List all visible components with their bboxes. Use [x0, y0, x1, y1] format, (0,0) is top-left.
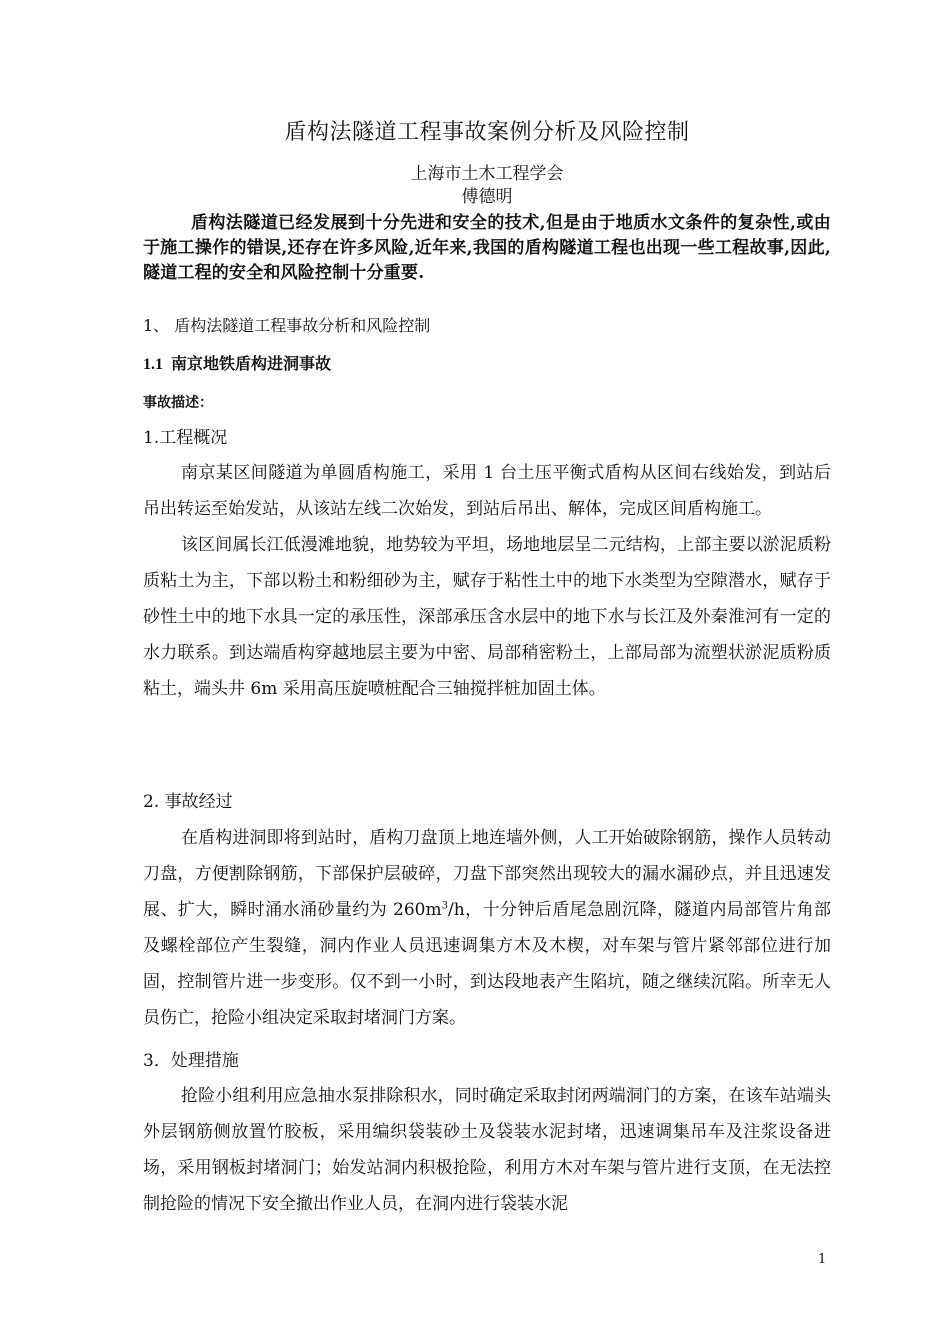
body-block-3 — [143, 1078, 831, 1222]
superscript-3: 3 — [441, 900, 448, 912]
section-title: 南京地铁盾构进洞事故 — [171, 354, 332, 373]
organization-name: 上海市土木工程学会 — [410, 164, 564, 184]
page-number: 1 — [818, 1252, 827, 1267]
section-heading-1-1 — [143, 351, 331, 378]
body-block-2 — [143, 820, 831, 1036]
body-block-1 — [143, 455, 831, 707]
paragraph-measures: 抢险小组利用应急抽水泵排除积水，同时确定采取封闭两端洞门的方案，在该车站端头外层钢筋侧放置竹胶板，采用编织袋装砂土及袋装水泥封堵，迅速调集吊车及注浆设备进场，采用钢板封堵洞门；始发站洞内积极抢险，利用方木对车架与管片进行支顶，在无法控制抢险的情况下安全撤出作业人员，在洞内进行袋装水泥 — [143, 1086, 831, 1214]
author-name: 傅德明 — [461, 187, 513, 207]
subheading-project-overview: 1.工程概况 — [143, 428, 228, 448]
paragraph-text-part-2: /h，十分钟后盾尾急剧沉降，隧道内局部管片角部及螺栓部位产生裂缝，洞内作业人员迅速调集方木及木楔，对车架与管片紧邻部位进行加固，控制管片进一步变形。仅不到一小时，到达段地表产生陷坑，随之继续沉陷。所幸无人员伤亡，抢险小组决定采取封堵洞门方案。 — [143, 900, 831, 1028]
page-title: 盾构法隧道工程事故案例分析及风险控制 — [284, 120, 690, 145]
section-heading-1: 1、 盾构法隧道工程事故分析和风险控制 — [143, 316, 431, 335]
subheading-measures: 3．处理措施 — [143, 1051, 239, 1071]
subheading-accident-process: 2. 事故经过 — [143, 792, 233, 812]
paragraph-text-part-1: 在盾构进洞即将到站时，盾构刀盘顶上地连墙外侧，人工开始破除钢筋，操作人员转动刀盘，方便割除钢筋，下部保护层破碎，刀盘下部突然出现较大的漏水漏砂点，并且迅速发展、扩大，瞬时涌水涌砂量约为 260m — [143, 828, 831, 920]
accident-description-label: 事故描述： — [143, 395, 213, 411]
paragraph-accident-process — [143, 820, 831, 1036]
section-number: 1.1 — [143, 356, 163, 373]
intro-paragraph: 盾构法隧道已经发展到十分先进和安全的技术,但是由于地质水文条件的复杂性,或由于施工操作的错误,还存在许多风险,近年来,我国的盾构隧道工程也出现一些工程故事,因此, 隧道工程的安全和风险控制十分重要. — [143, 213, 831, 283]
paragraph-project-overview: 南京某区间隧道为单圆盾构施工，采用 1 台土压平衡式盾构从区间右线始发，到站后吊出转运至始发站，从该站左线二次始发，到站后吊出、解体，完成区间盾构施工。 — [143, 463, 831, 519]
paragraph-geology: 该区间属长江低漫滩地貌，地势较为平坦，场地地层呈二元结构，上部主要以淤泥质粉质粘土为主，下部以粉土和粉细砂为主，赋存于粘性土中的地下水类型为空隙潜水，赋存于砂性土中的地下水具一定的承压性，深部承压含水层中的地下水与长江及外秦淮河有一定的水力联系。到达端盾构穿越地层主要为中密、局部稍密粉土，上部局部为流塑状淤泥质粉质粘土，端头井 6m 采用高压旋喷桩配合三轴搅拌桩加固土体。 — [143, 535, 831, 699]
